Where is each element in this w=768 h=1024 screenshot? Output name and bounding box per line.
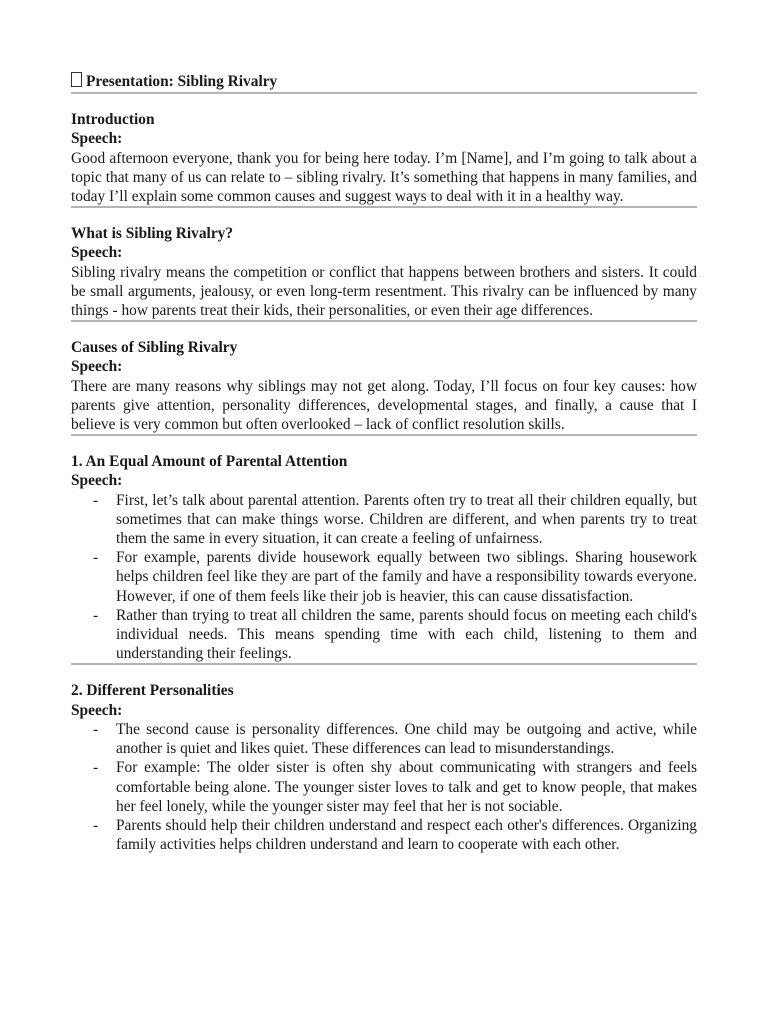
list-item: [71, 758, 697, 816]
section-paragraph: Sibling rivalry means the competition or conflict that happens between brothers and sisters. It could be small arguments, jealousy, or even long-term resentment. This rivalry can be influenced by many things - how parents treat their kids, their personalities, or even their age differences.: [71, 263, 697, 320]
speech-label: Speech:: [71, 358, 123, 376]
speech-label: Speech:: [71, 244, 123, 262]
bullet-dash: -: [93, 491, 99, 509]
bullet-dash: -: [93, 549, 99, 567]
speech-label: Speech:: [71, 701, 123, 719]
list-item-text: First, let’s talk about parental attention. Parents often try to treat all their children equally, but sometimes that can make things worse. Children are different, and when parents try to treat them the same in every situation, it can create a feeling of unfairness.: [116, 491, 697, 548]
section-different-personalities: [71, 681, 697, 854]
section-paragraph: Good afternoon everyone, thank you for being here today. I’m [Name], and I’m going to talk about a topic that many of us can relate to – sibling rivalry. It’s something that happens in many families, and today I’ll explain some common causes and suggest ways to deal with it in a healthy way.: [71, 149, 697, 206]
speech-label: Speech:: [71, 472, 123, 490]
document-title-row: [71, 71, 697, 92]
section-heading: What is Sibling Rivalry?: [71, 225, 234, 243]
bullet-list: [71, 720, 697, 854]
list-item-text: For example, parents divide housework equally between two siblings. Sharing housework helps children feel like they are part of the family and have a responsibility towards everyone. However, if one of them feels like their job is heavier, this can cause dissatisfaction.: [116, 549, 697, 605]
list-item: [71, 816, 697, 854]
bullet-list: [71, 491, 697, 664]
bullet-dash: -: [93, 759, 99, 777]
list-item-text: Parents should help their children understand and respect each other's differences. Organizing family activities helps children understand and learn to cooperate with each other.: [116, 816, 697, 854]
list-item: [71, 606, 697, 664]
bullet-dash: -: [93, 816, 99, 834]
bullet-dash: -: [93, 720, 99, 738]
document-box-icon: [71, 72, 82, 87]
section-divider: [71, 320, 697, 322]
section-heading: Causes of Sibling Rivalry: [71, 339, 238, 357]
list-item-text: Rather than trying to treat all children the same, parents should focus on meeting each child's individual needs. This means spending time with each child, listening to them and understanding their feelings.: [116, 606, 697, 663]
list-item-text: The second cause is personality differences. One child may be outgoing and active, while another is quiet and likes quiet. These differences can lead to misunderstandings.: [116, 720, 697, 758]
section-heading: 1. An Equal Amount of Parental Attention: [71, 453, 348, 471]
document-title: Presentation: Sibling Rivalry: [86, 73, 278, 90]
section-what-is-sibling-rivalry: [71, 224, 697, 320]
title-divider: [71, 92, 697, 94]
section-causes: [71, 338, 697, 434]
section-heading: Introduction: [71, 111, 155, 129]
bullet-dash: -: [93, 606, 99, 624]
section-parental-attention: [71, 452, 697, 663]
list-item: [71, 491, 697, 549]
speech-label: Speech:: [71, 130, 123, 148]
section-divider: [71, 206, 697, 208]
section-introduction: [71, 110, 697, 206]
document-page: [71, 71, 697, 854]
section-paragraph: There are many reasons why siblings may not get along. Today, I’ll focus on four key causes: how parents give attention, personality differences, developmental stages, and finally, a cause that I believe is very common but often overlooked – lack of conflict resolution skills.: [71, 377, 697, 434]
section-divider: [71, 663, 697, 665]
section-heading: 2. Different Personalities: [71, 682, 234, 700]
list-item: [71, 548, 697, 606]
section-divider: [71, 434, 697, 436]
list-item-text: For example: The older sister is often shy about communicating with strangers and feels comfortable being alone. The younger sister loves to talk and get to know people, that makes her feel lonely, while the younger sister may feel that her is not sociable.: [116, 759, 697, 815]
list-item: [71, 720, 697, 758]
